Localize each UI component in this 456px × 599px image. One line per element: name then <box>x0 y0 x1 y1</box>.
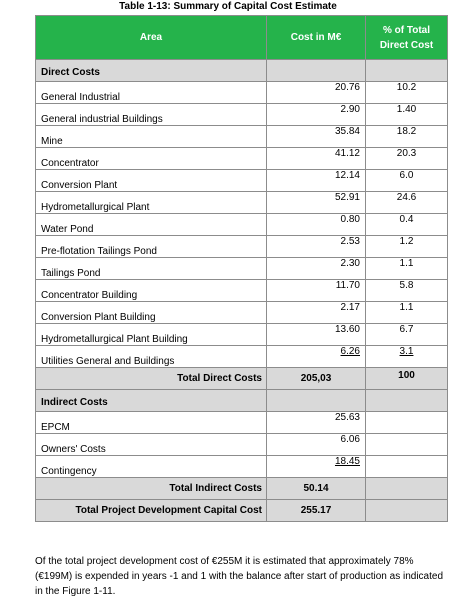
row-pct <box>366 456 448 478</box>
row-cost: 11.70 <box>267 280 366 302</box>
row-area: Conversion Plant Building <box>36 302 267 324</box>
header-pct: % of Total Direct Cost <box>366 16 448 60</box>
grand-total-label: Total Project Development Capital Cost <box>36 500 267 522</box>
table-row <box>36 346 448 368</box>
row-pct: 6.0 <box>366 170 448 192</box>
row-cost: 41.12 <box>267 148 366 170</box>
table-row <box>36 456 448 478</box>
row-pct: 1.2 <box>366 236 448 258</box>
row-cost: 2.30 <box>267 258 366 280</box>
row-area: Concentrator Building <box>36 280 267 302</box>
table-row <box>36 126 448 148</box>
total-direct-cost: 205,03 <box>267 368 366 390</box>
table-row <box>36 280 448 302</box>
row-pct: 24.6 <box>366 192 448 214</box>
row-cost: 35.84 <box>267 126 366 148</box>
row-cost-value: 18.45 <box>334 456 360 467</box>
table-row <box>36 302 448 324</box>
row-cost <box>267 346 366 368</box>
table-row <box>36 236 448 258</box>
table-row <box>36 192 448 214</box>
row-area: Utilities General and Buildings <box>36 346 267 368</box>
row-pct <box>366 346 448 368</box>
section-label-indirect: Indirect Costs <box>36 390 267 412</box>
table-row <box>36 170 448 192</box>
row-cost: 25.63 <box>267 412 366 434</box>
row-area: Hydrometallurgical Plant <box>36 192 267 214</box>
total-direct-pct: 100 <box>366 368 448 390</box>
row-cost-value: 6.26 <box>340 346 360 357</box>
grand-total-row <box>36 500 448 522</box>
row-pct: 0.4 <box>366 214 448 236</box>
table-row <box>36 434 448 456</box>
row-cost: 2.90 <box>267 104 366 126</box>
footnote-paragraph: Of the total project development cost of €255M it is estimated that approximately 78% (€199M) is expended in years -1 and 1 with the balance after start of production as indicated in the Figure 1-11. <box>35 556 444 597</box>
row-area: General industrial Buildings <box>36 104 267 126</box>
row-pct: 1.1 <box>366 258 448 280</box>
header-cost: Cost in M€ <box>267 16 366 60</box>
total-indirect-row <box>36 478 448 500</box>
row-pct: 1.1 <box>366 302 448 324</box>
row-cost: 2.53 <box>267 236 366 258</box>
row-pct <box>366 434 448 456</box>
table-title: Table 1-13: Summary of Capital Cost Estimate <box>119 1 337 12</box>
row-area: General Industrial <box>36 82 267 104</box>
row-pct: 18.2 <box>366 126 448 148</box>
total-direct-row <box>36 368 448 390</box>
row-pct: 10.2 <box>366 82 448 104</box>
row-pct <box>366 412 448 434</box>
table-header-row <box>36 16 448 60</box>
row-pct: 20.3 <box>366 148 448 170</box>
row-area: Conversion Plant <box>36 170 267 192</box>
row-cost: 2.17 <box>267 302 366 324</box>
row-pct: 5.8 <box>366 280 448 302</box>
row-area: Pre-flotation Tailings Pond <box>36 236 267 258</box>
table-row <box>36 214 448 236</box>
row-cost: 52.91 <box>267 192 366 214</box>
header-area: Area <box>36 16 267 60</box>
row-area: Mine <box>36 126 267 148</box>
total-indirect-cost: 50.14 <box>267 478 366 500</box>
table-row <box>36 104 448 126</box>
row-cost <box>267 456 366 478</box>
row-cost: 6.06 <box>267 434 366 456</box>
indirect-costs-section-row <box>36 390 448 412</box>
table-row <box>36 258 448 280</box>
row-area: Contingency <box>36 456 267 478</box>
row-area: Owners' Costs <box>36 434 267 456</box>
row-cost: 20.76 <box>267 82 366 104</box>
total-indirect-label: Total Indirect Costs <box>36 478 267 500</box>
table-row <box>36 82 448 104</box>
row-area: Hydrometallurgical Plant Building <box>36 324 267 346</box>
row-cost: 13.60 <box>267 324 366 346</box>
total-direct-label: Total Direct Costs <box>36 368 267 390</box>
row-cost: 12.14 <box>267 170 366 192</box>
section-label-direct: Direct Costs <box>36 60 267 82</box>
grand-total-cost: 255.17 <box>267 500 366 522</box>
table-row <box>36 324 448 346</box>
row-cost: 0.80 <box>267 214 366 236</box>
direct-costs-section-row <box>36 60 448 82</box>
row-area: Water Pond <box>36 214 267 236</box>
row-area: EPCM <box>36 412 267 434</box>
table-row <box>36 148 448 170</box>
row-area: Concentrator <box>36 148 267 170</box>
row-pct-value: 3.1 <box>399 346 414 357</box>
table-row <box>36 412 448 434</box>
row-pct: 6.7 <box>366 324 448 346</box>
row-pct: 1.40 <box>366 104 448 126</box>
row-area: Tailings Pond <box>36 258 267 280</box>
capital-cost-table <box>35 15 448 522</box>
